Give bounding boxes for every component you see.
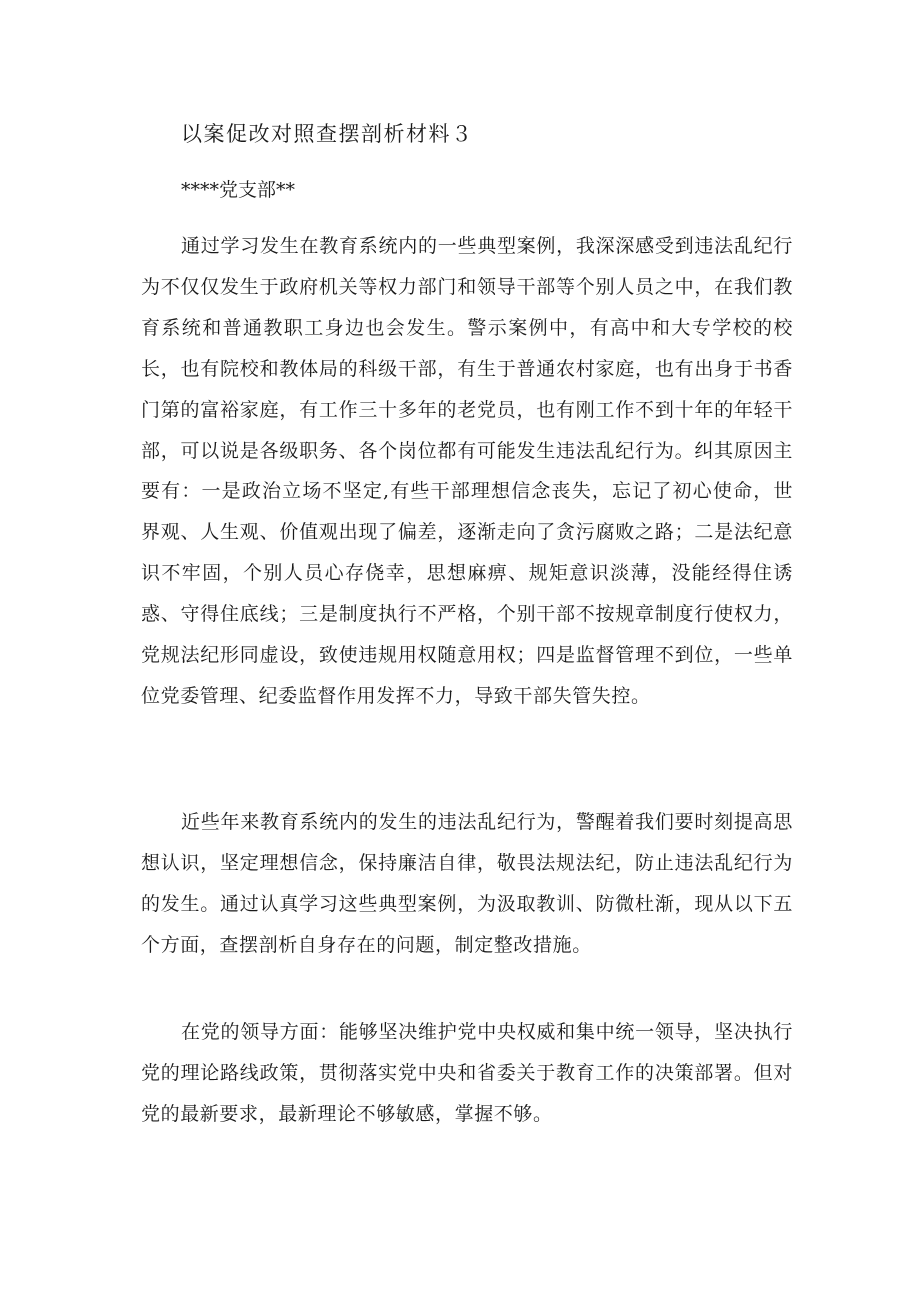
paragraph-case-study: 通过学习发生在教育系统内的一些典型案例，我深深感受到违法乱纪行为不仅仅发生于政府机关等权力部门和领导干部等个别人员之中，在我们教育系统和普通教职工身边也会发生。警示案例中，有高中和大专学校的校长，也有院校和教体局的科级干部，有生于普通农村家庭，也有出身于书香门第的富裕家庭，有工作三十多年的老党员，也有刚工作不到十年的年轻干部，可以说是各级职务、各个岗位都有可能发生违法乱纪行为。纠其原因主要有：一是政治立场不坚定,有些干部理想信念丧失，忘记了初心使命，世界观、人生观、价值观出现了偏差，逐渐走向了贪污腐败之路；二是法纪意识不牢固，个别人员心存侥幸，思想麻痹、规矩意识淡薄，没能经得住诱惑、守得住底线；三是制度执行不严格，个别干部不按规章制度行使权力，党规法纪形同虚设，致使违规用权随意用权；四是监督管理不到位，一些单位党委管理、纪委监督作用发挥不力，导致干部失管失控。 (141, 235, 793, 707)
paragraph-reflection: 近些年来教育系统内的发生的违法乱纪行为，警醒着我们要时刻提高思想认识，坚定理想信念，保持廉洁自律，敬畏法规法纪，防止违法乱纪行为的发生。通过认真学习这些典型案例，为汲取教训、防微杜渐，现从以下五个方面，查摆剖析自身存在的问题，制定整改措施。 (141, 811, 793, 956)
paragraph-party-leadership: 在党的领导方面：能够坚决维护党中央权威和集中统一领导，坚决执行党的理论路线政策，贯彻落实党中央和省委关于教育工作的决策部署。但对党的最新要求，最新理论不够敏感，掌握不够。 (141, 1021, 793, 1125)
document-title: 以案促改对照查摆剖析材料３ (181, 122, 474, 146)
party-branch-name: ****党支部** (181, 179, 296, 201)
